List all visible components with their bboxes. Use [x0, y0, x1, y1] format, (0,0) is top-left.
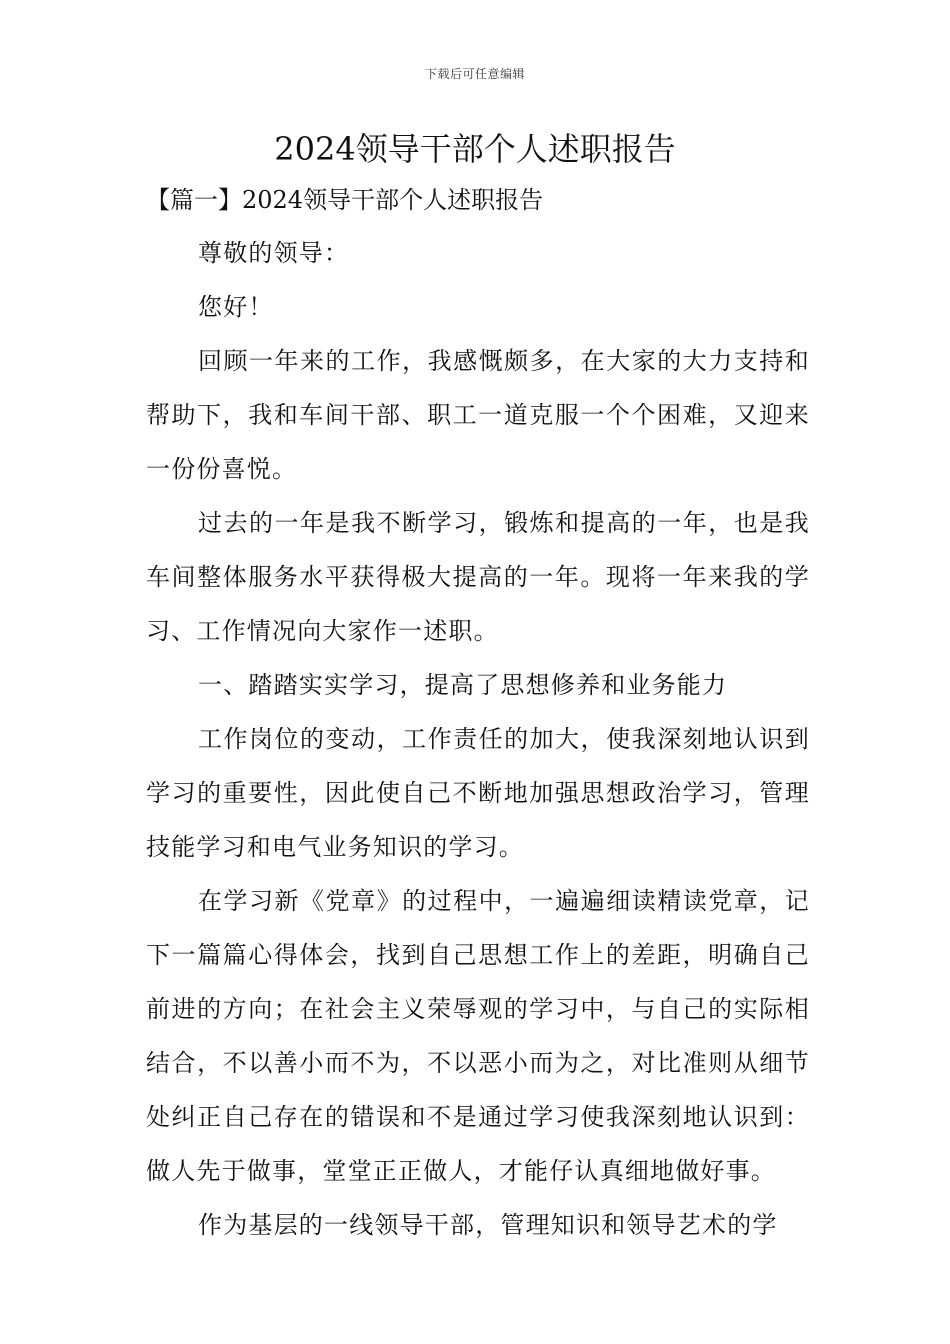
- paragraph: 作为基层的一线领导干部，管理知识和领导艺术的学: [198, 1211, 778, 1239]
- document-body: [146, 178, 810, 1252]
- salutation: 尊敬的领导：: [198, 239, 350, 267]
- paragraph: 工作岗位的变动，工作责任的加大，使我深刻地认识到学习的重要性，因此使自己不断地加强思想政治学习，管理技能学习和电气业务知识的学习。: [146, 725, 810, 861]
- paragraph: 过去的一年是我不断学习，锻炼和提高的一年，也是我车间整体服务水平获得极大提高的一年。现将一年来我的学习、工作情况向大家作一述职。: [146, 509, 810, 645]
- paragraph: 回顾一年来的工作，我感慨颇多，在大家的大力支持和帮助下，我和车间干部、职工一道克服一个个困难，又迎来一份份喜悦。: [146, 347, 810, 483]
- paragraph: 在学习新《党章》的过程中，一遍遍细读精读党章，记下一篇篇心得体会，找到自己思想工作上的差距，明确自己前进的方向；在社会主义荣辱观的学习中，与自己的实际相结合，不以善小而不为，不以恶小而为之，对比准则从细节处纠正自己存在的错误和不是通过学习使我深刻地认识到：做人先于做事，堂堂正正做人，才能仔认真细地做好事。: [146, 887, 810, 1185]
- document-title: 2024领导干部个人述职报告: [274, 130, 676, 168]
- section-subtitle: 【篇一】2024领导干部个人述职报告: [146, 186, 544, 214]
- header-note: 下载后可任意编辑: [424, 67, 525, 81]
- section-heading: 一、踏踏实实学习，提高了思想修养和业务能力: [198, 671, 728, 699]
- greeting: 您好！: [198, 293, 274, 321]
